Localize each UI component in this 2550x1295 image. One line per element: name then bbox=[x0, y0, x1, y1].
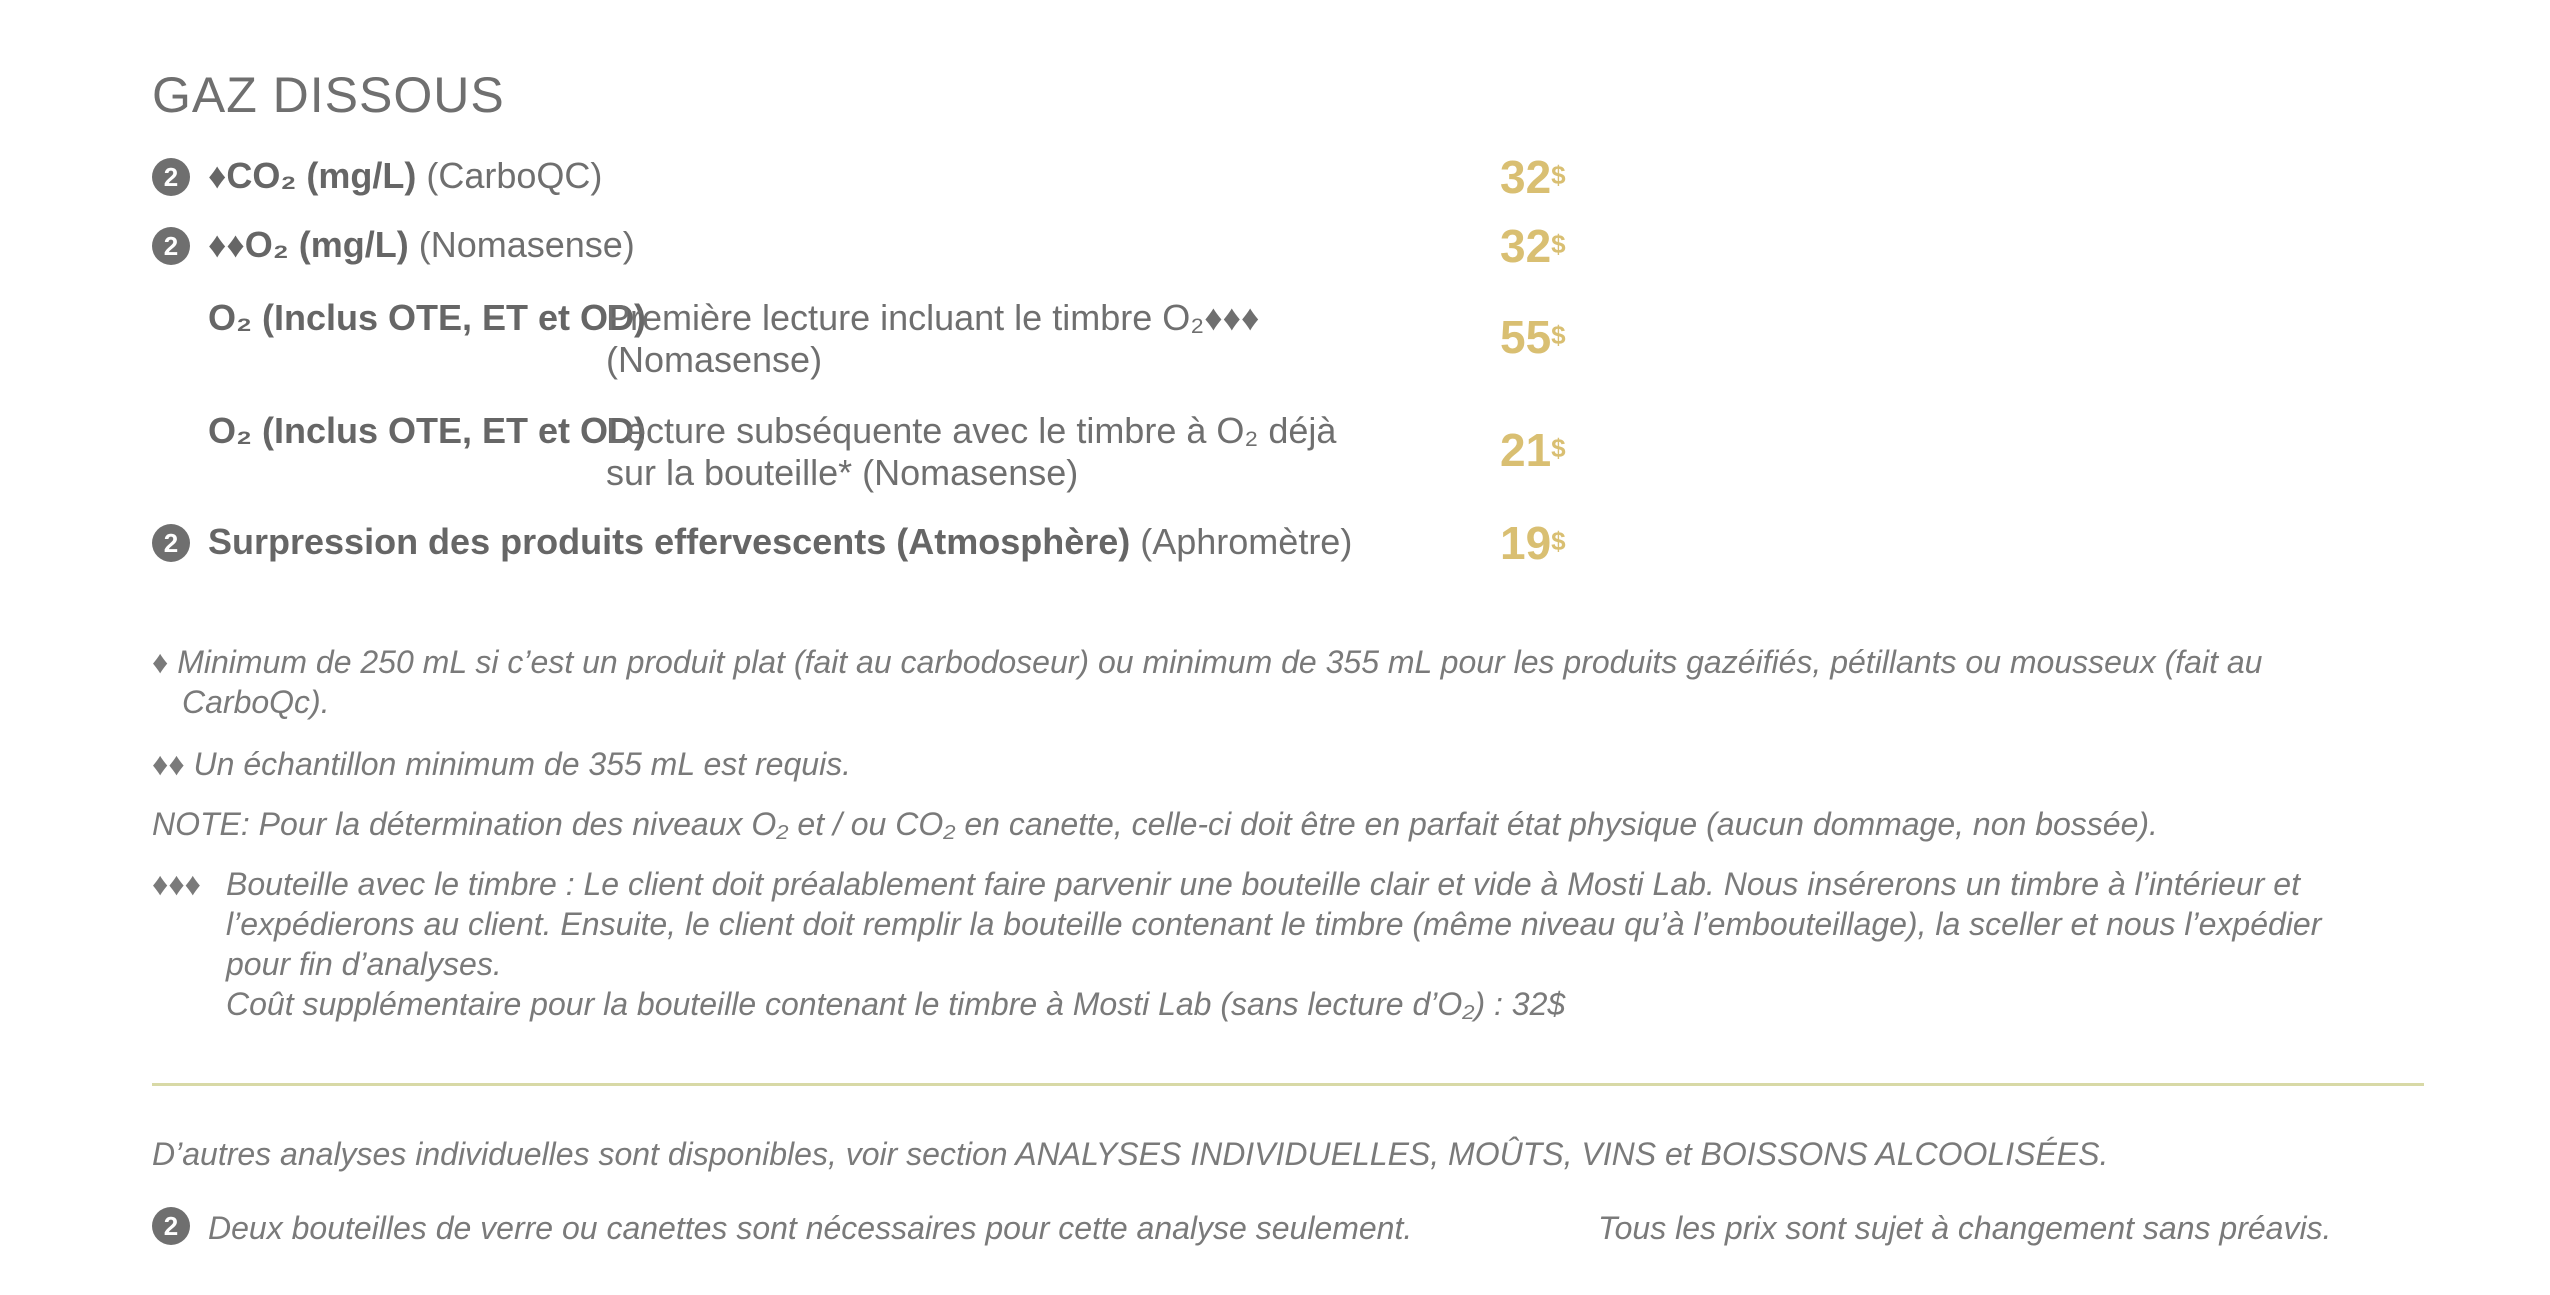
two-bottles-badge-icon: 2 bbox=[152, 524, 190, 562]
item-description: Lecture subséquente avec le timbre à O₂ déjà sur la bouteille* (Nomasense) bbox=[606, 410, 1337, 493]
two-bottles-badge-icon: 2 bbox=[152, 1207, 190, 1245]
divider bbox=[152, 1083, 2424, 1086]
two-bottles-badge-icon: 2 bbox=[152, 158, 190, 196]
price-change-note: Tous les prix sont sujet à changement sans préavis. bbox=[1598, 1210, 2332, 1246]
two-bottles-note: Deux bouteilles de verre ou canettes sont nécessaires pour cette analyse seulement. bbox=[208, 1210, 1413, 1246]
item-price: 55$ bbox=[1500, 311, 1566, 363]
item-method: (CarboQC) bbox=[416, 155, 603, 196]
section-title: GAZ DISSOUS bbox=[152, 67, 505, 123]
item-name: Surpression des produits effervescents (Atmosphère) bbox=[208, 521, 1131, 562]
item-name: ♦CO₂ (mg/L) bbox=[208, 155, 417, 196]
footnote-double-diamond: ♦♦ Un échantillon minimum de 355 mL est requis. bbox=[152, 746, 852, 782]
item-method: (Nomasense) bbox=[408, 224, 635, 265]
item-price: 21$ bbox=[1500, 424, 1566, 476]
item-name: ♦♦O₂ (mg/L) bbox=[208, 224, 409, 265]
item-method: (Aphromètre) bbox=[1130, 521, 1353, 562]
other-analyses-note: D’autres analyses individuelles sont disponibles, voir section ANALYSES INDIVIDUELLES, MOÛTS, VINS et BOISSONS ALCOOLISÉES. bbox=[152, 1136, 2109, 1172]
item-name: O₂ (Inclus OTE, ET et OD) bbox=[208, 410, 647, 451]
footnote-triple-diamond: ♦♦♦ Bouteille avec le timbre : Le client doit préalablement faire parvenir une bouteille clair et vide à Mosti Lab. Nous insérerons un timbre à l’intérieur et l’expédierons au client. Ensuite, le client doit remplir la bouteille contenant le timbre (même niveau qu’à l’embouteillage), la sceller et nous l’expédier pour fin d’analyses. Coût supplémentaire pour la bouteille contenant le timbre à Mosti Lab (sans lecture d’O₂) : 32$ bbox=[152, 866, 2322, 1022]
item-price: 32$ bbox=[1500, 151, 1566, 203]
two-bottles-badge-icon: 2 bbox=[152, 227, 190, 265]
footnote-can-note: NOTE: Pour la détermination des niveaux O₂ et / ou CO₂ en canette, celle-ci doit être en parfait état physique (aucun dommage, non bossée). bbox=[152, 806, 2158, 842]
item-name: O₂ (Inclus OTE, ET et OD) bbox=[208, 297, 647, 338]
item-price: 32$ bbox=[1500, 220, 1566, 272]
item-description: Première lecture incluant le timbre O₂♦♦♦ (Nomasense) bbox=[606, 297, 1260, 380]
item-price: 19$ bbox=[1500, 517, 1566, 569]
footnote-single-diamond: ♦ Minimum de 250 mL si c’est un produit plat (fait au carbodoseur) ou minimum de 355 mL pour les produits gazéifiés, pétillants ou mousseux (fait au CarboQc). bbox=[152, 644, 2263, 720]
